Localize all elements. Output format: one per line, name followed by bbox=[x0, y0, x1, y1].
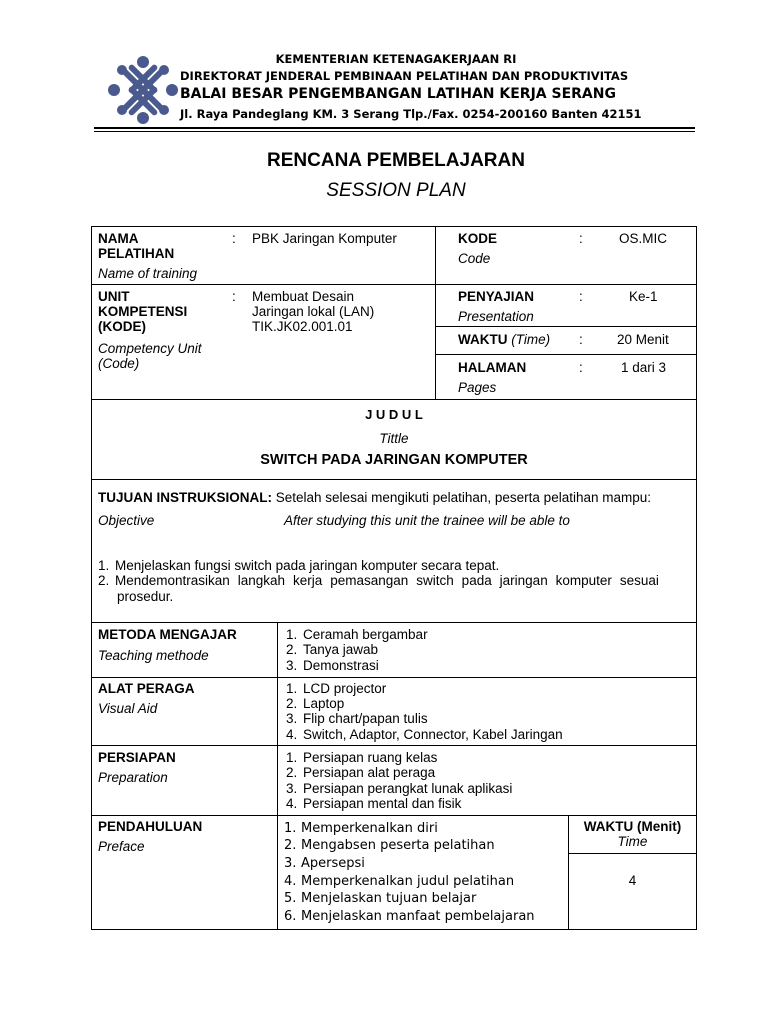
metoda-sub: Teaching methode bbox=[98, 648, 209, 663]
colon: : bbox=[579, 231, 583, 246]
unit-kompetensi-sub-2: (Code) bbox=[98, 356, 140, 371]
penyajian-sub: Presentation bbox=[458, 309, 534, 324]
unit-kompetensi-code: TIK.JK02.001.01 bbox=[252, 319, 353, 334]
pendahuluan-item-5: 5. Menjelaskan tujuan belajar bbox=[284, 891, 477, 906]
unit-kompetensi-value: Membuat Desain bbox=[252, 289, 355, 304]
persiapan-item-1: 1. Persiapan ruang kelas bbox=[286, 750, 438, 765]
document-title: RENCANA PEMBELAJARAN bbox=[267, 150, 525, 171]
pendahuluan-sub: Preface bbox=[98, 839, 145, 854]
nama-pelatihan-sub: Name of training bbox=[98, 266, 198, 281]
alat-item-3: 3. Flip chart/papan tulis bbox=[286, 711, 428, 726]
tujuan-sub-text: After studying this unit the trainee will be able to bbox=[284, 513, 570, 528]
unit-kompetensi-value-2: Jaringan lokal (LAN) bbox=[252, 304, 375, 319]
waktu-value: 20 Menit bbox=[617, 332, 669, 347]
alat-item-2: 2. Laptop bbox=[286, 696, 345, 711]
alat-sub: Visual Aid bbox=[98, 701, 158, 716]
persiapan-item-2: 2. Persiapan alat peraga bbox=[286, 765, 436, 780]
header-rule bbox=[94, 127, 695, 129]
pendahuluan-label: PENDAHULUAN bbox=[98, 819, 203, 834]
waktu-sub: (Time) bbox=[511, 332, 551, 347]
institution-logo bbox=[104, 54, 182, 126]
pendahuluan-item-1: 1. Memperkenalkan diri bbox=[284, 821, 438, 836]
nama-pelatihan-label: NAMA bbox=[98, 231, 139, 246]
pendahuluan-item-4: 4. Memperkenalkan judul pelatihan bbox=[284, 874, 515, 889]
kode-value: OS.MIC bbox=[619, 231, 668, 246]
pendahuluan-waktu-sub: Time bbox=[617, 834, 648, 849]
penyajian-label: PENYAJIAN bbox=[458, 289, 535, 304]
tujuan-label: TUJUAN INSTRUKSIONAL: bbox=[98, 490, 272, 505]
colon: : bbox=[579, 360, 583, 375]
tujuan-text: Setelah selesai mengikuti pelatihan, peserta pelatihan mampu: bbox=[275, 490, 651, 505]
header-institution: BALAI BESAR PENGEMBANGAN LATIHAN KERJA SERANG bbox=[180, 86, 616, 102]
pendahuluan-item-6: 6. Menjelaskan manfaat pembelajaran bbox=[284, 909, 535, 924]
halaman-label: HALAMAN bbox=[458, 360, 527, 375]
colon: : bbox=[232, 231, 236, 246]
unit-kompetensi-label-3: (KODE) bbox=[98, 319, 146, 334]
persiapan-sub: Preparation bbox=[98, 770, 168, 785]
metoda-label: METODA MENGAJAR bbox=[98, 627, 237, 642]
judul-sub: Tittle bbox=[379, 431, 409, 446]
waktu-label: WAKTU bbox=[458, 332, 508, 347]
document-subtitle: SESSION PLAN bbox=[326, 180, 466, 201]
pendahuluan-waktu-value: 4 bbox=[628, 873, 637, 888]
persiapan-item-4: 4. Persiapan mental dan fisik bbox=[286, 796, 462, 811]
judul-label: J U D U L bbox=[365, 407, 423, 422]
persiapan-item-3: 3. Persiapan perangkat lunak aplikasi bbox=[286, 781, 513, 796]
header-ministry: KEMENTERIAN KETENAGAKERJAAN RI bbox=[275, 52, 517, 66]
header-directorate: DIREKTORAT JENDERAL PEMBINAAN PELATIHAN DAN PRODUKTIVITAS bbox=[180, 69, 629, 83]
header-address: Jl. Raya Pandeglang KM. 3 Serang Tlp./Fax. 0254-200160 Banten 42151 bbox=[180, 107, 642, 121]
colon: : bbox=[232, 289, 236, 304]
unit-kompetensi-sub: Competency Unit bbox=[98, 341, 202, 356]
alat-item-1: 1. LCD projector bbox=[286, 681, 387, 696]
halaman-sub: Pages bbox=[458, 380, 497, 395]
nama-pelatihan-label-2: PELATIHAN bbox=[98, 246, 175, 261]
alat-item-4: 4. Switch, Adaptor, Connector, Kabel Jaringan bbox=[286, 727, 563, 742]
nama-pelatihan-value: PBK Jaringan Komputer bbox=[252, 231, 397, 246]
colon: : bbox=[579, 289, 583, 304]
alat-label: ALAT PERAGA bbox=[98, 681, 195, 696]
halaman-value: 1 dari 3 bbox=[621, 360, 667, 375]
tujuan-item-1: 1. Menjelaskan fungsi switch pada jaringan komputer secara tepat. bbox=[98, 558, 500, 573]
colon: : bbox=[579, 332, 583, 347]
metoda-item-1: 1. Ceramah bergambar bbox=[286, 627, 428, 642]
kode-sub: Code bbox=[458, 251, 491, 266]
unit-kompetensi-label-2: KOMPETENSI bbox=[98, 304, 188, 319]
tujuan-sub: Objective bbox=[98, 513, 155, 528]
pendahuluan-item-2: 2. Mengabsen peserta pelatihan bbox=[284, 838, 495, 853]
tujuan-item-2: 2. Mendemontrasikan langkah kerja pemasangan switch pada jaringan komputer sesuai bbox=[98, 573, 659, 588]
tujuan-item-2-cont: prosedur. bbox=[117, 589, 174, 604]
pendahuluan-item-3: 3. Apersepsi bbox=[284, 856, 365, 871]
kode-label: KODE bbox=[458, 231, 498, 246]
metoda-item-3: 3. Demonstrasi bbox=[286, 658, 379, 673]
metoda-item-2: 2. Tanya jawab bbox=[286, 642, 379, 657]
header-rule-thin bbox=[94, 131, 695, 132]
tujuan-header bbox=[98, 490, 651, 506]
penyajian-value: Ke-1 bbox=[629, 289, 658, 304]
judul-value: SWITCH PADA JARINGAN KOMPUTER bbox=[260, 452, 528, 468]
unit-kompetensi-label: UNIT bbox=[98, 289, 130, 304]
persiapan-label: PERSIAPAN bbox=[98, 750, 176, 765]
waktu-label-group bbox=[458, 332, 550, 348]
pendahuluan-waktu-label: WAKTU (Menit) bbox=[583, 819, 682, 834]
